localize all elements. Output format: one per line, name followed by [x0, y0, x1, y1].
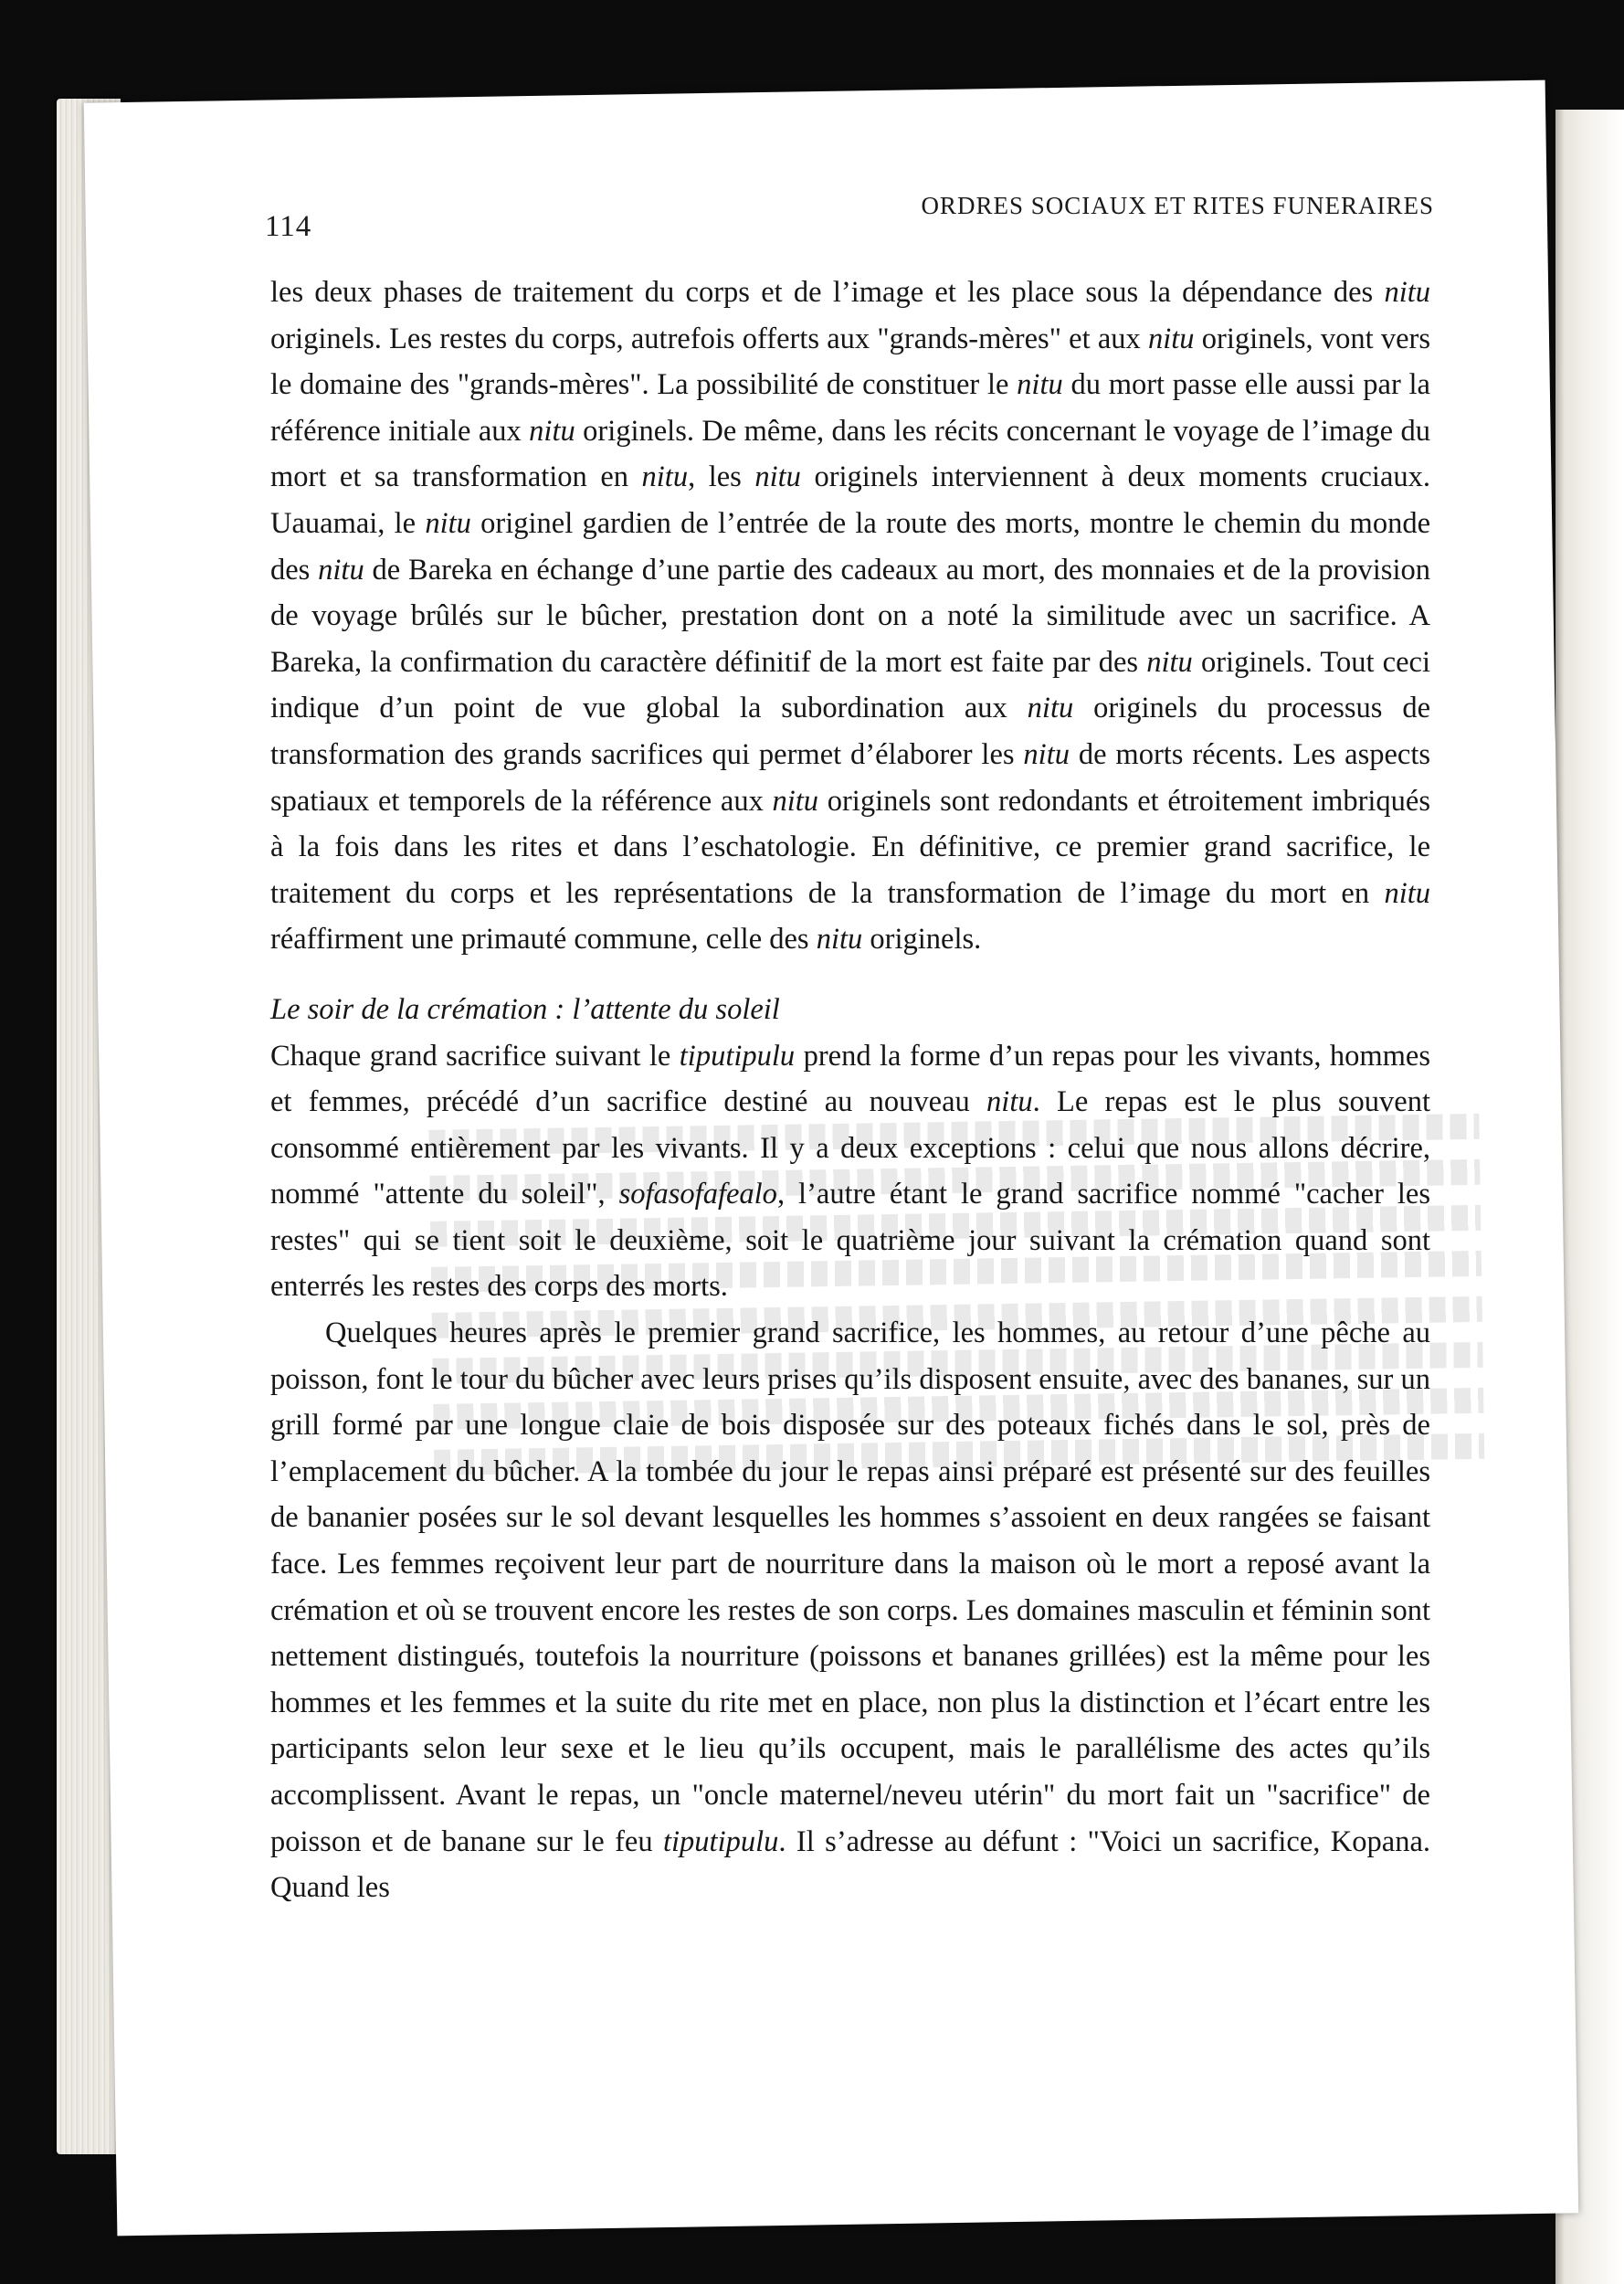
text-run: , l’autre étant le grand sacrifice nommé "cacher les restes" qui se tient soit le deuxième, soit le quatrième jour suivant la crémation quand sont enterrés les restes des corps des morts. — [270, 1178, 1430, 1304]
italic-term: nitu — [425, 506, 471, 540]
italic-term: nitu — [1023, 737, 1070, 771]
text-run: originels, vont vers le domaine des "grands-mères". La possibilité de constituer le — [270, 322, 1430, 402]
paragraph — [270, 270, 1430, 963]
text-run: , les — [688, 460, 755, 494]
text-run: Chaque grand sacrifice suivant le — [270, 1039, 680, 1073]
text-run: les deux phases de traitement du corps et de l’image et les place sous la dépendance des — [270, 276, 1385, 309]
italic-term: nitu — [1148, 322, 1195, 355]
body-text — [270, 270, 1430, 1911]
text-run: originel gardien de l’entrée de la route des morts, montre le chemin du monde des — [270, 506, 1431, 587]
italic-term: nitu — [1027, 692, 1074, 725]
text-run: originels. Les restes du corps, autrefois offerts aux "grands-mères" et aux — [270, 322, 1148, 355]
italic-term: nitu — [816, 923, 863, 957]
running-head: ORDRES SOCIAUX ET RITES FUNERAIRES — [921, 192, 1434, 219]
text-run: originels interviennent à deux moments cruciaux. Uauamai, le — [270, 460, 1431, 540]
text-run: . Le repas est le plus souvent consommé entièrement par les vivants. Il y a deux exceptions : celui que nous allons décrire, nommé "attente du soleil", — [270, 1085, 1430, 1211]
italic-term: nitu — [1384, 276, 1430, 309]
italic-term: nitu — [641, 460, 689, 494]
italic-term: nitu — [1146, 645, 1193, 679]
italic-term: nitu — [318, 553, 364, 587]
text-run: . Il s’adresse au défunt : "Voici un sacrifice, Kopana. Quand les — [270, 1824, 1430, 1905]
italic-term: nitu — [754, 460, 801, 494]
text-run: Quelques heures après le premier grand sacrifice, les hommes, au retour d’une pêche au poisson, font le tour du bûcher avec leurs prises qu’ils disposent ensuite, avec des bananes, sur un grill formé par une longue claie de bois disposée sur des poteaux fichés dans le sol, près de l’emplacement du bûcher. A la tombée du jour le repas ainsi préparé est présenté sur des feuilles de bananier posées sur le sol devant lesquelles les hommes s’assoient en deux rangées se faisant face. Les femmes reçoivent leur part de nourriture dans la maison où le mort a reposé avant la crémation et où se trouvent encore les restes de son corps. Les domaines masculin et féminin sont nettement distingués, toutefois la nourriture (poissons et bananes grillées) est la même pour les hommes et les femmes et la suite du rite met en place, non plus la distinction et l’écart entre les participants selon leur sexe et le lieu qu’ils occupent, mais le parallélisme des actes qu’ils accomplissent. Avant le repas, un "oncle maternel/neveu utérin" du mort fait un "sacrifice" de poisson et de banane sur le feu — [270, 1316, 1430, 1858]
page-number: 114 — [265, 210, 312, 243]
text-run: de Bareka en échange d’une partie des cadeaux au mort, des monnaies et de la provision de voyage brûlés sur le bûcher, prestation dont on a noté la similitude avec un sacrifice. A Bareka, la confirmation du caractère définitif de la mort est faite par des — [270, 553, 1430, 679]
italic-term: nitu — [1384, 876, 1430, 910]
text-run: de morts récents. Les aspects spatiaux et temporels de la référence aux — [270, 737, 1431, 818]
text-run: réaffirment une primauté commune, celle des — [270, 923, 817, 957]
italic-term: sofasofafealo — [618, 1178, 777, 1211]
italic-term: tiputipulu — [679, 1039, 796, 1073]
text-run: originels du processus de transformation des grands sacrifices qui permet d’élaborer les — [270, 692, 1430, 771]
italic-term: nitu — [986, 1085, 1033, 1119]
paragraph — [270, 1033, 1430, 1311]
italic-term: tiputipulu — [662, 1824, 779, 1858]
italic-term: nitu — [772, 784, 819, 818]
text-run: du mort passe elle aussi par la référence initiale aux — [270, 368, 1430, 448]
italic-term: nitu — [1017, 368, 1063, 402]
italic-term: nitu — [529, 414, 575, 448]
text-run: originels. — [862, 923, 982, 957]
text-run: originels. De même, dans les récits concernant le voyage de l’image du mort et sa transformation en — [270, 414, 1430, 494]
text-run: originels sont redondants et étroitement imbriqués à la fois dans les rites et dans l’eschatologie. En définitive, ce premier grand sacrifice, le traitement du corps et les représentations de la transformation de l’image du mort en — [270, 784, 1430, 910]
paragraph — [270, 1310, 1430, 1911]
page-header — [265, 192, 1434, 247]
text-run: originels. Tout ceci indique d’un point de vue global la subordination aux — [270, 645, 1430, 725]
section-heading: Le soir de la crémation : l’attente du soleil — [270, 992, 780, 1026]
text-run: prend la forme d’un repas pour les vivants, hommes et femmes, précédé d’un sacrifice destiné au nouveau — [270, 1039, 1430, 1119]
